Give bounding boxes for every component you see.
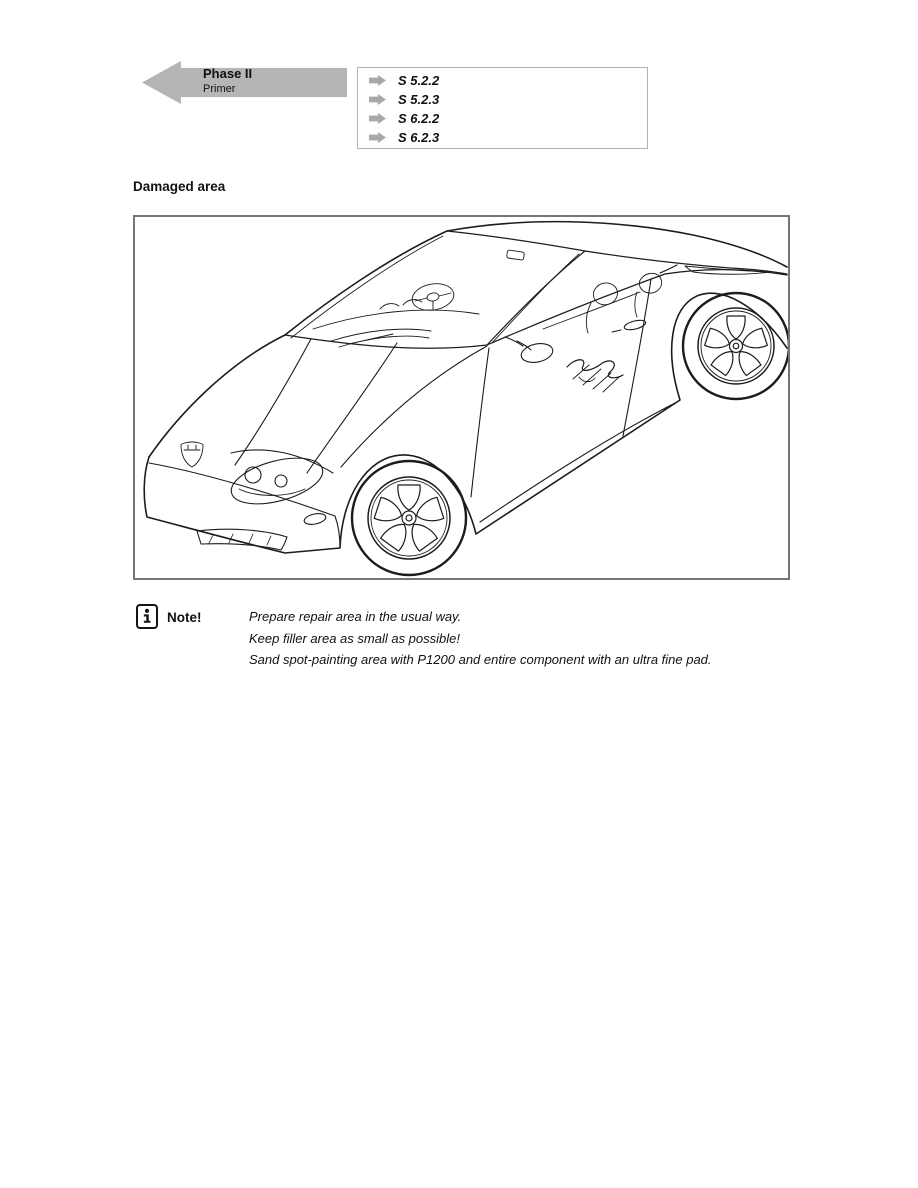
- phase-banner-text: [203, 66, 252, 97]
- phase-subtitle: Primer: [203, 83, 236, 95]
- step-label: S 5.2.3: [398, 92, 440, 107]
- phase-title: Phase II: [203, 66, 253, 81]
- hood-details: [231, 339, 487, 473]
- door-details: [471, 279, 675, 522]
- note-line: Keep filler area as small as possible!: [249, 630, 460, 646]
- section-title: Damaged area: [133, 179, 226, 194]
- step-label: S 6.2.2: [398, 111, 440, 126]
- step-row: [358, 109, 647, 128]
- interior-details: [313, 250, 662, 347]
- hood-crest: [181, 442, 203, 467]
- damaged-area-figure: [133, 215, 790, 580]
- step-row: [358, 71, 647, 90]
- info-person-glyph: [140, 608, 154, 625]
- front-bumper-details: [149, 463, 340, 550]
- side-mirror: [505, 337, 555, 365]
- right-block-arrow-icon: [369, 75, 386, 86]
- step-label: S 6.2.3: [398, 130, 440, 145]
- note-line: Prepare repair area in the usual way.: [249, 609, 462, 624]
- note-label: Note!: [167, 610, 202, 625]
- right-block-arrow-icon: [369, 94, 386, 105]
- note-line: Sand spot-painting area with P1200 and entire component with an ultra fine pad.: [249, 652, 712, 667]
- step-row: [358, 90, 647, 109]
- car-line-drawing: [135, 217, 788, 578]
- note-text: [249, 606, 809, 671]
- damage-mark: [567, 360, 623, 392]
- step-row: [358, 128, 647, 147]
- rear-wheel: [683, 293, 788, 399]
- info-icon: [136, 604, 158, 629]
- headlight: [226, 450, 327, 513]
- right-block-arrow-icon: [369, 132, 386, 143]
- right-block-arrow-icon: [369, 113, 386, 124]
- steps-box: [357, 67, 648, 149]
- step-label: S 5.2.2: [398, 73, 440, 88]
- phase-banner: [142, 61, 347, 104]
